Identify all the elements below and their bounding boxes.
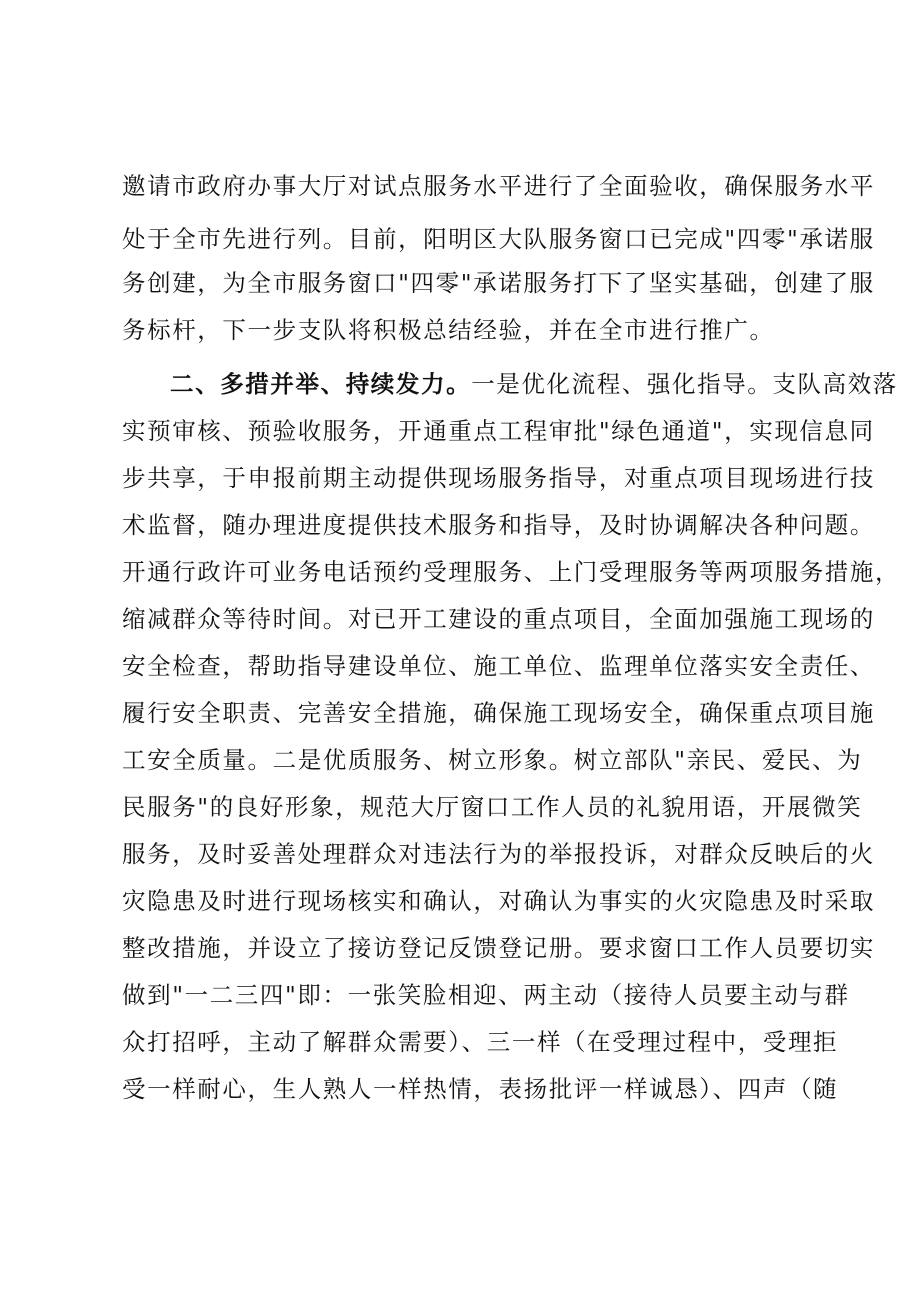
paragraph-2-line: 受一样耐心，生人熟人一样热情，表扬批评一样诚恳）、四声（随 bbox=[122, 1075, 839, 1103]
paragraph-2-line: 步共享，于申报前期主动提供现场服务指导，对重点项目现场进行技 bbox=[122, 464, 875, 492]
paragraph-2-line: 实预审核、预验收服务，开通重点工程审批"绿色通道"，实现信息同 bbox=[122, 417, 875, 445]
paragraph-2-first-line-rest: 一是优化流程、强化指导。支队高效落 bbox=[471, 370, 898, 398]
section-heading: 二、多措并举、持续发力。 bbox=[170, 370, 472, 398]
paragraph-2-line: 众打招呼，主动了解群众需要）、三一样（在受理过程中，受理拒 bbox=[122, 1028, 839, 1056]
paragraph-1-line-3: 务创建，为全市服务窗口"四零"承诺服务打下了坚实基础，创建了服 bbox=[122, 269, 875, 297]
paragraph-2-line: 整改措施，并设立了接访登记反馈登记册。要求窗口工作人员要切实 bbox=[122, 934, 875, 962]
paragraph-2-line: 术监督，随办理进度提供技术服务和指导，及时协调解决各种问题。 bbox=[122, 511, 875, 539]
paragraph-2-line: 灾隐患及时进行现场核实和确认，对确认为事实的火灾隐患及时采取 bbox=[122, 887, 875, 915]
paragraph-2-line: 缩减群众等待时间。对已开工建设的重点项目，全面加强施工现场的 bbox=[122, 605, 875, 633]
paragraph-2-line: 民服务"的良好形象，规范大厅窗口工作人员的礼貌用语，开展微笑 bbox=[122, 793, 863, 821]
paragraph-2-line: 开通行政许可业务电话预约受理服务、上门受理服务等两项服务措施， bbox=[122, 558, 901, 586]
paragraph-1-line-2: 处于全市先进行列。目前，阳明区大队服务窗口已完成"四零"承诺服 bbox=[122, 225, 875, 253]
paragraph-2-line: 安全检查，帮助指导建设单位、施工单位、监理单位落实安全责任、 bbox=[122, 652, 875, 680]
paragraph-1-line-1: 邀请市政府办事大厅对试点服务水平进行了全面验收，确保服务水平 bbox=[122, 172, 875, 200]
paragraph-2-line: 做到"一二三四"即：一张笑脸相迎、两主动（接待人员要主动与群 bbox=[122, 981, 850, 1009]
paragraph-2-line: 履行安全职责、完善安全措施，确保施工现场安全，确保重点项目施 bbox=[122, 699, 875, 727]
paragraph-1-line-4: 务标杆，下一步支队将积极总结经验，并在全市进行推广。 bbox=[122, 316, 775, 344]
paragraph-2-line: 工安全质量。二是优质服务、树立形象。树立部队"亲民、爱民、为 bbox=[122, 746, 863, 774]
paragraph-2-first-line bbox=[170, 369, 898, 399]
paragraph-2-line: 服务，及时妥善处理群众对违法行为的举报投诉，对群众反映后的火 bbox=[122, 840, 875, 868]
